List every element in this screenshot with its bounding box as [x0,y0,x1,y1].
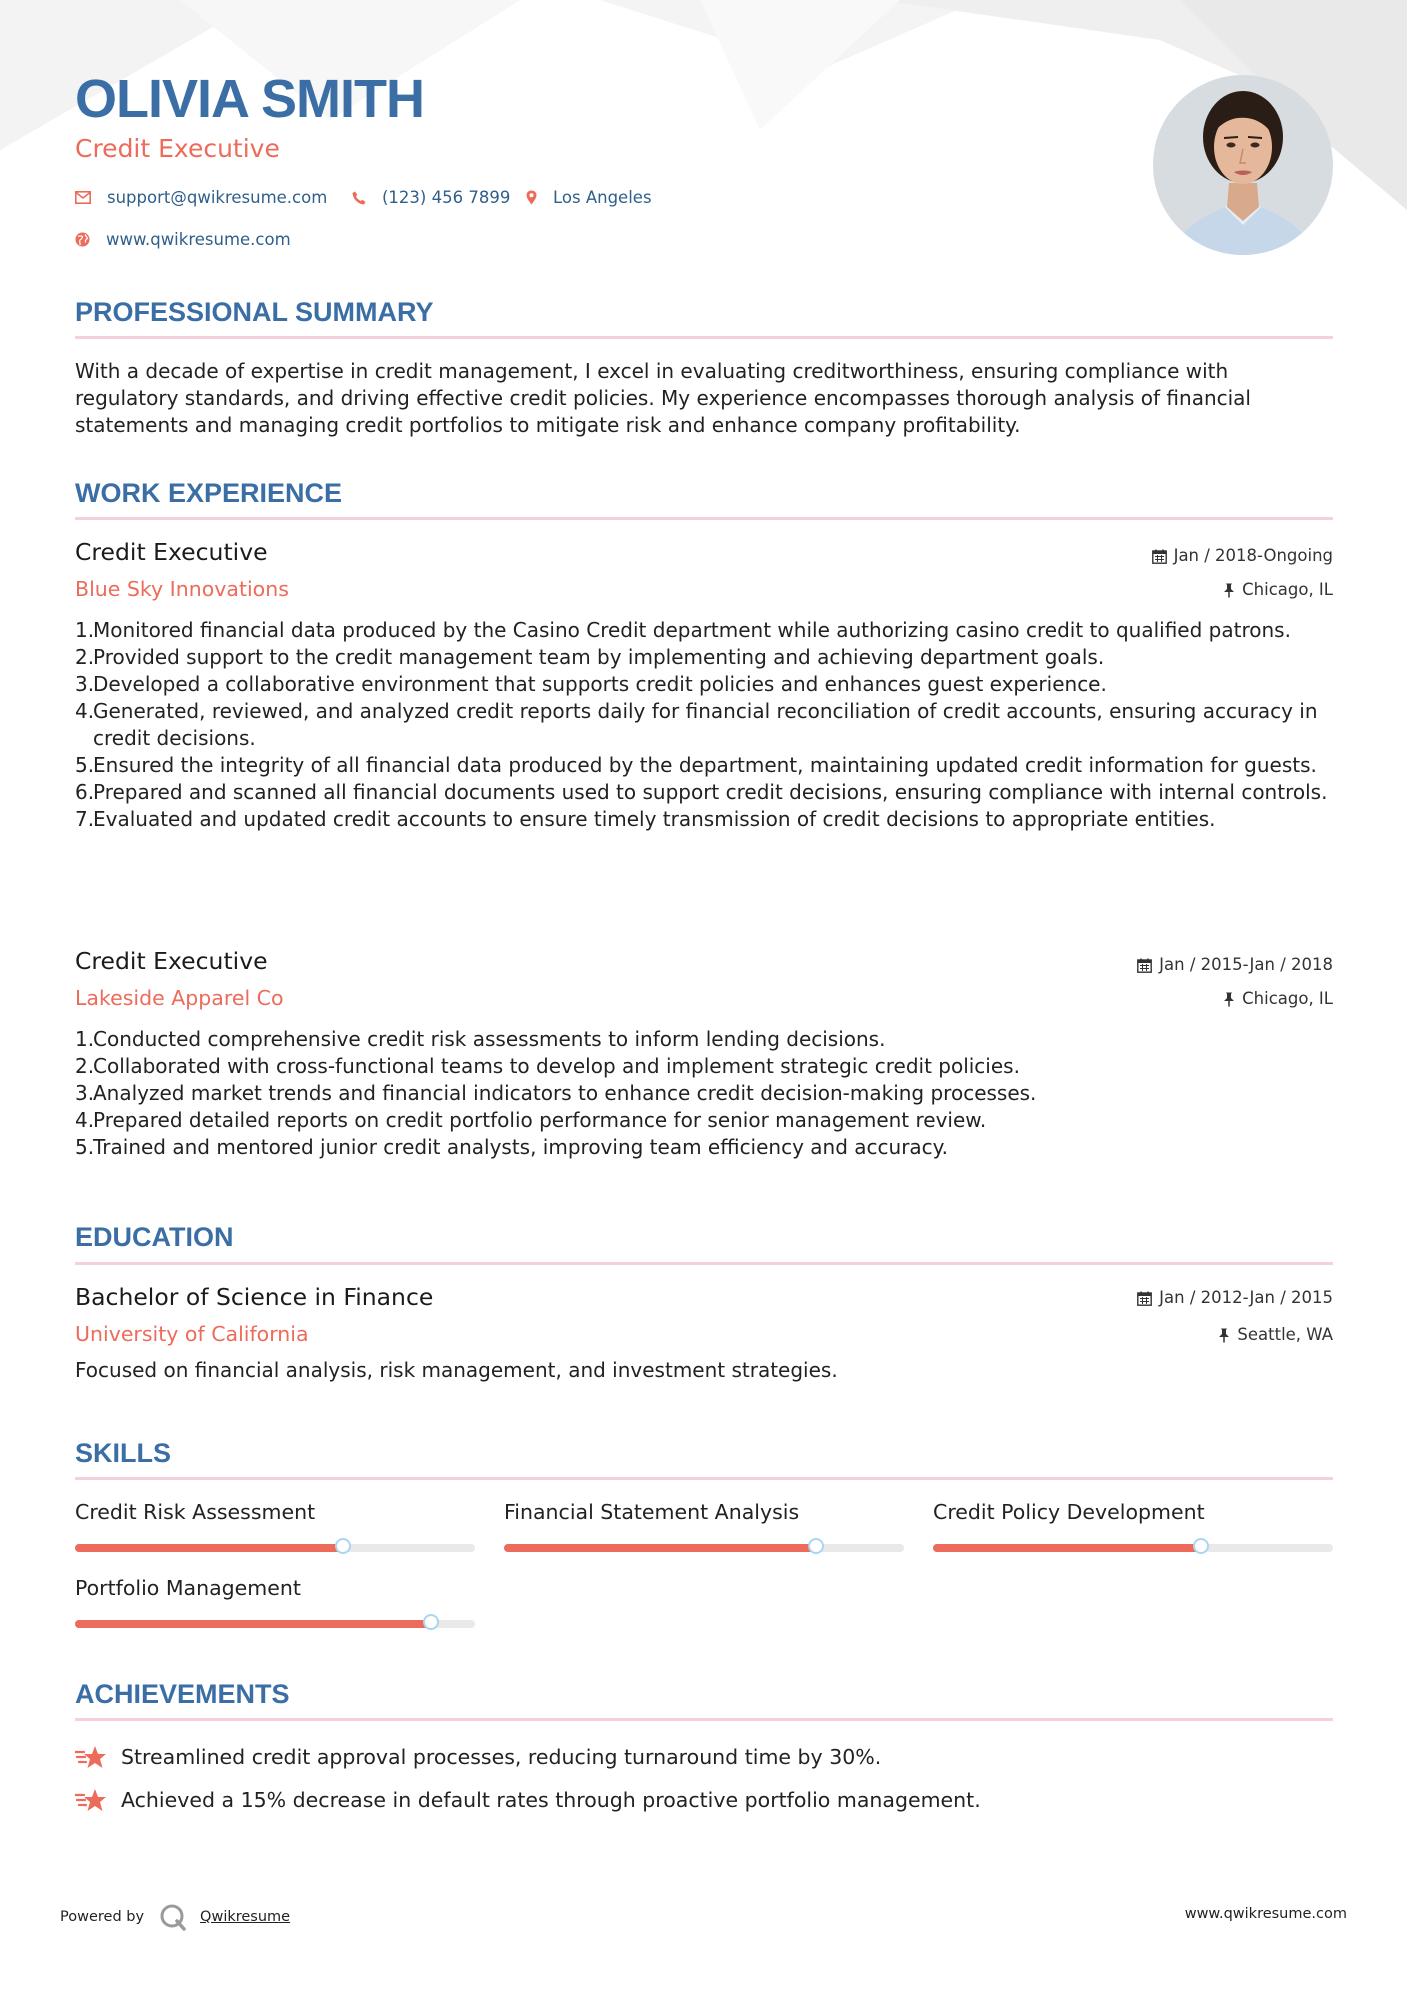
job-2-location: Chicago, IL [1223,991,1333,1008]
skill-bar [75,1544,475,1552]
list-item: Conducted comprehensive credit risk assessments to inform lending decisions. [93,1027,886,1051]
education-school: University of California [75,1322,309,1346]
education-dates: Jan / 2012-Jan / 2015 [1137,1290,1333,1307]
skill-bar [933,1544,1333,1552]
summary-divider [75,336,1333,339]
contact-website[interactable] [75,230,291,249]
job-2-bullets [75,1026,1351,1161]
list-item: Prepared and scanned all financial documents used to support credit decisions, ensuring compliance with internal controls. [93,780,1328,804]
footer-powered-by [60,1902,290,1932]
list-item: Monitored financial data produced by the Casino Credit department while authorizing casino credit to qualified patrons. [93,618,1291,642]
education-heading: EDUCATION [75,1222,234,1252]
phone-icon [352,191,366,205]
footer-website[interactable]: www.qwikresume.com [1184,1906,1347,1922]
skill-name: Credit Policy Development [933,1500,1205,1524]
achievements-heading: ACHIEVEMENTS [75,1679,290,1709]
qwikresume-logo-icon [158,1902,188,1932]
job-2-company: Lakeside Apparel Co [75,986,284,1010]
achievement-item: Achieved a 15% decrease in default rates through proactive portfolio management. [75,1787,981,1813]
job-1-role: Credit Executive [75,538,268,566]
pushpin-icon [1218,1328,1230,1343]
profile-photo [1153,75,1333,255]
calendar-icon [1137,958,1152,973]
list-item: Provided support to the credit management team by implementing and achieving department goals. [93,645,1105,669]
website-text: www.qwikresume.com [106,230,291,249]
skill-bar-knob [335,1538,351,1554]
education-description: Focused on financial analysis, risk management, and investment strategies. [75,1358,838,1382]
contact-location [526,188,652,207]
education-location: Seattle, WA [1218,1327,1333,1344]
calendar-icon [1152,549,1167,564]
job-1-location: Chicago, IL [1223,582,1333,599]
skill-bar-fill [75,1544,343,1552]
list-item: Generated, reviewed, and analyzed credit reports daily for financial reconciliation of credit accounts, ensuring accuracy in credit decisions. [93,699,1318,750]
contact-email[interactable] [75,188,327,207]
skill-bar-fill [933,1544,1201,1552]
footer-brand-link[interactable]: Qwikresume [200,1909,291,1925]
job-1-bullets [75,617,1351,833]
skill-bar-knob [1193,1538,1209,1554]
candidate-name: OLIVIA SMITH [75,69,424,129]
list-item: Collaborated with cross-functional teams to develop and implement strategic credit policies. [93,1054,1020,1078]
list-item: Ensured the integrity of all financial data produced by the department, maintaining updated credit information for guests. [93,753,1317,777]
job-1-dates: Jan / 2018-Ongoing [1152,548,1333,565]
list-item: Developed a collaborative environment that supports credit policies and enhances guest experience. [93,672,1107,696]
skill-name: Credit Risk Assessment [75,1500,316,1524]
skill-bar-fill [75,1620,431,1628]
summary-heading: PROFESSIONAL SUMMARY [75,297,434,327]
location-text: Los Angeles [553,188,652,207]
education-degree: Bachelor of Science in Finance [75,1283,434,1311]
skill-name: Portfolio Management [75,1576,301,1600]
contact-phone[interactable] [352,188,510,207]
skill-bar [75,1620,475,1628]
skills-divider [75,1477,1333,1480]
list-item: Evaluated and updated credit accounts to ensure timely transmission of credit decisions to appropriate entities. [93,807,1216,831]
skill-bar-knob [423,1614,439,1630]
skills-heading: SKILLS [75,1438,172,1468]
job-1-company: Blue Sky Innovations [75,577,289,601]
experience-divider [75,517,1333,520]
experience-heading: WORK EXPERIENCE [75,478,343,508]
email-text: support@qwikresume.com [107,188,328,207]
achievement-item: Streamlined credit approval processes, reducing turnaround time by 30%. [75,1744,881,1770]
skill-bar [504,1544,904,1552]
achievements-divider [75,1718,1333,1721]
candidate-title: Credit Executive [75,134,280,163]
envelope-icon [75,191,91,204]
job-2-role: Credit Executive [75,947,268,975]
skill-bar-fill [504,1544,816,1552]
pushpin-icon [1223,583,1235,598]
skill-name: Financial Statement Analysis [504,1500,800,1524]
job-2-dates: Jan / 2015-Jan / 2018 [1137,957,1333,974]
list-item: Prepared detailed reports on credit portfolio performance for senior management review. [93,1108,987,1132]
list-item: Analyzed market trends and financial indicators to enhance credit decision-making processes. [93,1081,1037,1105]
education-divider [75,1262,1333,1265]
skill-bar-knob [808,1538,824,1554]
powered-by-label: Powered by [60,1909,145,1925]
phone-text: (123) 456 7899 [382,188,511,207]
list-item: Trained and mentored junior credit analysts, improving team efficiency and accuracy. [93,1135,949,1159]
globe-icon [75,232,90,247]
star-icon [75,1744,107,1770]
calendar-icon [1137,1291,1152,1306]
pushpin-icon [1223,992,1235,1007]
star-icon [75,1787,107,1813]
summary-text: With a decade of expertise in credit management, I excel in evaluating creditworthiness, ensuring compliance with regulatory standards, and driving effective credit policies. My experience encompasses thorough analysis of financial statements and managing credit portfolios to mitigate risk and enhance company profitability. [75,359,1251,437]
map-pin-icon [526,190,537,205]
